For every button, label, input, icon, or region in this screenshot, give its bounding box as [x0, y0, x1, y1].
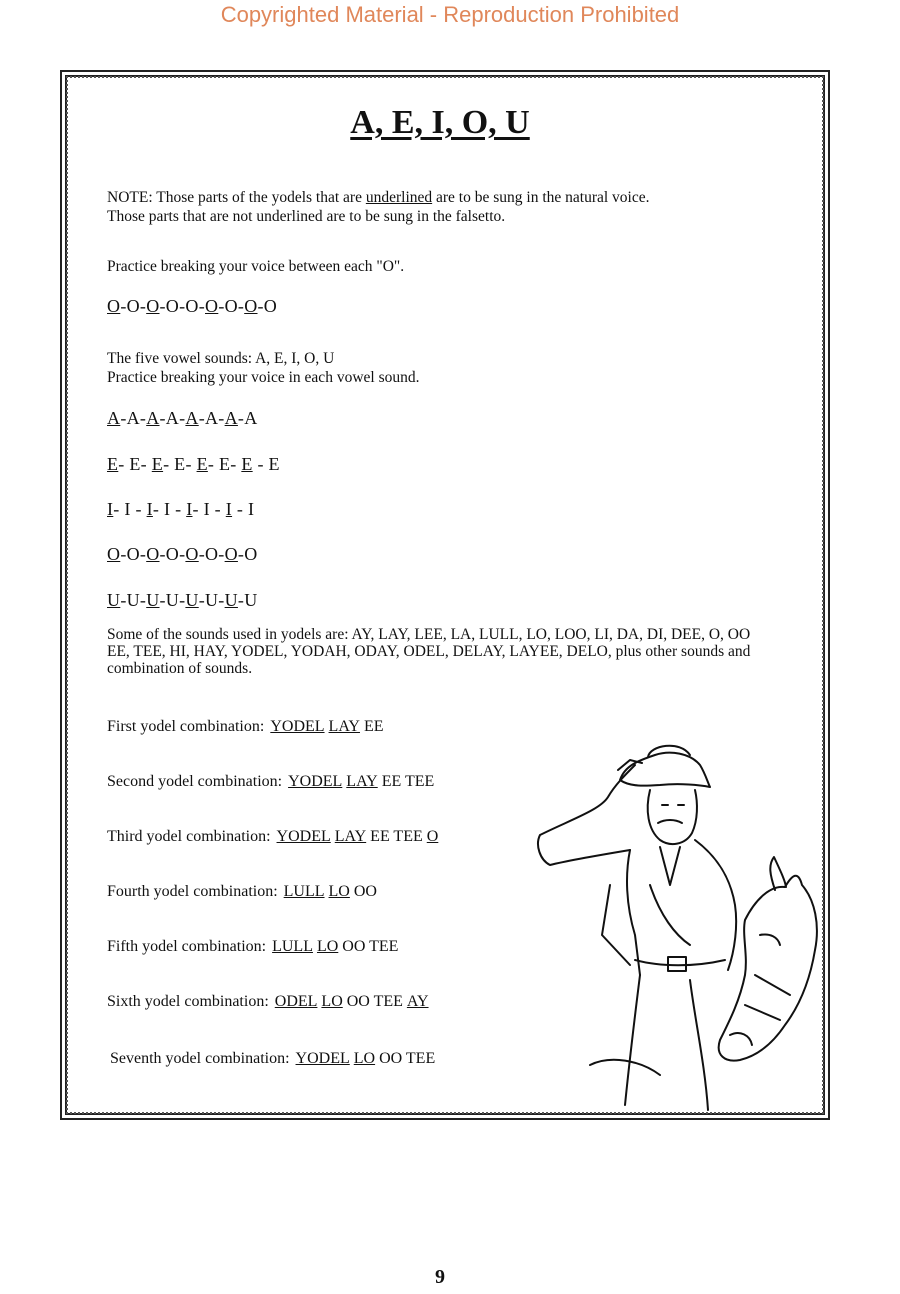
- combination-label: Fourth yodel combination:: [107, 883, 278, 900]
- natural-voice-syllable: AY: [406, 993, 429, 1010]
- sequence-o-first: [107, 296, 277, 317]
- underlined-vowel: A: [107, 408, 121, 428]
- vowels-intro-line1: The five vowel sounds: A, E, I, O, U: [107, 350, 335, 367]
- practice-o-instruction: Practice breaking your voice between each "O".: [107, 258, 405, 275]
- natural-voice-syllable: LO: [353, 1050, 376, 1067]
- note-underlined-word: underlined: [365, 189, 433, 206]
- natural-voice-syllable: YODEL: [276, 828, 331, 845]
- underlined-vowel: O: [146, 544, 160, 564]
- falsetto-vowel: - E: [252, 454, 280, 474]
- falsetto-vowel: -A: [237, 408, 258, 428]
- underlined-vowel: I: [225, 499, 233, 519]
- falsetto-syllable: OO TEE: [342, 938, 399, 955]
- falsetto-syllable: OO TEE: [379, 1050, 436, 1067]
- underlined-vowel: E: [241, 454, 253, 474]
- yodel-combination: [107, 773, 438, 791]
- note-line2: Those parts that are not underlined are to be sung in the falsetto.: [107, 208, 506, 225]
- yodel-combination: [107, 828, 442, 846]
- underlined-vowel: E: [151, 454, 164, 474]
- falsetto-vowel: - E-: [207, 454, 242, 474]
- falsetto-vowel: -O-O-: [159, 296, 205, 316]
- combination-label: Seventh yodel combination:: [110, 1050, 290, 1067]
- sequence-u: [107, 590, 258, 611]
- natural-voice-syllable: LO: [328, 883, 350, 900]
- sequence-o-second: [107, 544, 258, 565]
- underlined-vowel: I: [107, 499, 114, 519]
- combination-label: Sixth yodel combination:: [107, 993, 269, 1010]
- underlined-vowel: O: [107, 544, 121, 564]
- natural-voice-syllable: YODEL: [295, 1050, 350, 1067]
- falsetto-vowel: - E-: [163, 454, 197, 474]
- sequence-a: [107, 408, 258, 429]
- copyright-watermark: Copyrighted Material - Reproduction Prohibited: [220, 2, 680, 27]
- note-prefix: NOTE: Those parts of the yodels that are: [107, 189, 366, 206]
- natural-voice-syllable: LAY: [346, 773, 378, 790]
- page-number: 9: [435, 1266, 445, 1288]
- combination-syllables: [270, 718, 387, 735]
- underlined-vowel: O: [224, 544, 238, 564]
- underlined-vowel: U: [146, 590, 160, 610]
- combination-label: First yodel combination:: [107, 718, 265, 735]
- combination-label: Third yodel combination:: [107, 828, 271, 845]
- combination-label: Second yodel combination:: [107, 773, 283, 790]
- combination-label: Fifth yodel combination:: [107, 938, 267, 955]
- underlined-vowel: A: [185, 408, 199, 428]
- underlined-vowel: O: [146, 296, 160, 316]
- note-paragraph: [107, 188, 787, 226]
- sequence-i: [107, 499, 254, 520]
- underlined-vowel: U: [107, 590, 121, 610]
- falsetto-vowel: - I -: [113, 499, 147, 519]
- falsetto-syllable: OO TEE: [346, 993, 403, 1010]
- falsetto-syllable: EE TEE: [381, 773, 435, 790]
- natural-voice-syllable: LAY: [328, 718, 360, 735]
- yodel-combination: [107, 993, 433, 1011]
- falsetto-vowel: - E-: [118, 454, 152, 474]
- natural-voice-syllable: LO: [316, 938, 339, 955]
- underlined-vowel: U: [224, 590, 238, 610]
- natural-voice-syllable: O: [426, 828, 439, 845]
- combination-syllables: [284, 883, 381, 900]
- underlined-vowel: O: [244, 296, 258, 316]
- falsetto-vowel: -U-: [198, 590, 225, 610]
- falsetto-vowel: - I -: [192, 499, 226, 519]
- underlined-vowel: U: [185, 590, 199, 610]
- yodel-sounds-list: Some of the sounds used in yodels are: AY, LAY, LEE, LA, LULL, LO, LOO, LI, DA, DI, DEE, O, OO EE, TEE, HI, HAY, YODEL, YODAH, ODAY, ODEL, DELAY, LAYEE, DELO, plus other sounds and combination of sounds.: [107, 626, 751, 677]
- falsetto-vowel: -O-: [120, 544, 147, 564]
- combination-syllables: [277, 828, 443, 845]
- falsetto-vowel: -U-: [159, 590, 186, 610]
- natural-voice-syllable: LO: [321, 993, 343, 1010]
- underlined-vowel: A: [224, 408, 238, 428]
- falsetto-syllable: EE TEE: [370, 828, 423, 845]
- falsetto-vowel: -O-: [218, 296, 245, 316]
- natural-voice-syllable: LAY: [334, 828, 367, 845]
- yodel-combination: [107, 883, 381, 901]
- falsetto-syllable: OO: [353, 883, 377, 900]
- underlined-vowel: E: [107, 454, 119, 474]
- falsetto-vowel: -O: [237, 544, 258, 564]
- falsetto-vowel: - I -: [152, 499, 187, 519]
- falsetto-vowel: -A-: [120, 408, 147, 428]
- falsetto-syllable: EE: [363, 718, 384, 735]
- underlined-vowel: I: [186, 499, 193, 519]
- yodel-combination: [110, 1050, 439, 1068]
- yodel-combination: [107, 718, 388, 736]
- page-title: A, E, I, O, U: [350, 104, 530, 141]
- underlined-vowel: I: [146, 499, 153, 519]
- falsetto-vowel: - I: [232, 499, 255, 519]
- falsetto-vowel: -U-: [120, 590, 147, 610]
- underlined-vowel: O: [185, 544, 199, 564]
- yodel-combination: [107, 938, 402, 956]
- natural-voice-syllable: YODEL: [270, 718, 325, 735]
- cowboy-with-horse-illustration: [530, 735, 820, 1115]
- falsetto-vowel: -O-: [198, 544, 225, 564]
- falsetto-vowel: -O-: [120, 296, 147, 316]
- combination-syllables: [272, 938, 402, 955]
- underlined-vowel: O: [107, 296, 121, 316]
- falsetto-vowel: -O: [257, 296, 278, 316]
- combination-syllables: [288, 773, 438, 790]
- natural-voice-syllable: LULL: [283, 883, 325, 900]
- sequence-e: [107, 454, 280, 475]
- underlined-vowel: A: [146, 408, 160, 428]
- natural-voice-syllable: ODEL: [274, 993, 318, 1010]
- vowels-intro: [107, 349, 419, 387]
- natural-voice-syllable: LULL: [272, 938, 313, 955]
- underlined-vowel: E: [196, 454, 208, 474]
- note-suffix: are to be sung in the natural voice.: [432, 189, 650, 206]
- falsetto-vowel: -A-: [159, 408, 186, 428]
- vowels-intro-line2: Practice breaking your voice in each vowel sound.: [107, 369, 420, 386]
- falsetto-vowel: -O-: [159, 544, 186, 564]
- falsetto-vowel: -A-: [198, 408, 225, 428]
- underlined-vowel: O: [205, 296, 219, 316]
- falsetto-vowel: -U: [237, 590, 258, 610]
- combination-syllables: [296, 1050, 440, 1067]
- combination-syllables: [275, 993, 433, 1010]
- natural-voice-syllable: YODEL: [288, 773, 343, 790]
